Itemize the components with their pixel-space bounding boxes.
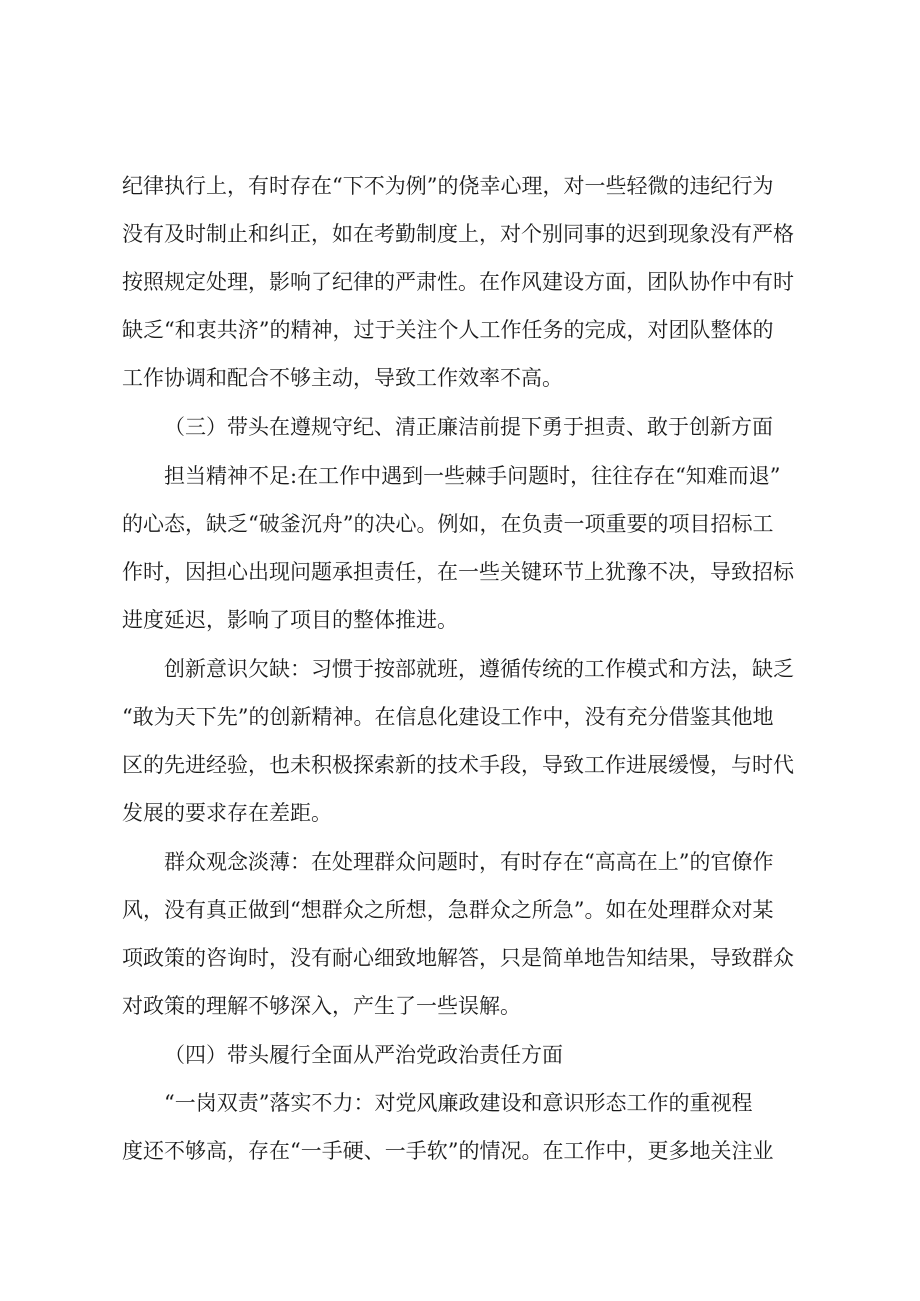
text-line: “一岗双责”落实不力：对党风廉政建设和意识形态工作的重视程 [164, 1091, 753, 1115]
text-line: 创新意识欠缺：习惯于按部就班，遵循传统的工作模式和方法，缺乏 [164, 657, 794, 681]
text-line: 对政策的理解不够深入，产生了一些误解。 [122, 994, 521, 1018]
text-line: 的心态，缺乏“破釜沉舟”的决心。例如，在负责一项重要的项目招标工 [122, 512, 774, 536]
section-heading: （三）带头在遵规守纪、清正廉洁前提下勇于担责、敢于创新方面 [164, 415, 773, 439]
text-line: 进度延迟，影响了项目的整体推进。 [122, 608, 458, 632]
text-line: 担当精神不足:在工作中遇到一些棘手问题时，往往存在“知难而退” [164, 464, 781, 488]
text-line: 没有及时制止和纠正，如在考勤制度上，对个别同事的迟到现象没有严格 [122, 222, 794, 246]
text-line: 纪律执行上，有时存在“下不为例”的侥幸心理，对一些轻微的违纪行为 [122, 174, 774, 198]
text-line: 群众观念淡薄：在处理群众问题时，有时存在“高高在上”的官僚作 [164, 850, 774, 874]
text-line: 按照规定处理，影响了纪律的严肃性。在作风建设方面，团队协作中有时 [122, 270, 794, 294]
text-line: 项政策的咨询时，没有耐心细致地解答，只是简单地告知结果，导致群众 [122, 946, 794, 970]
text-line: 作时，因担心出现问题承担责任，在一些关键环节上犹豫不决，导致招标 [122, 560, 794, 584]
text-line: “敢为天下先”的创新精神。在信息化建设工作中，没有充分借鉴其他地 [122, 705, 774, 729]
text-line: 度还不够高，存在“一手硬、一手软”的情况。在工作中，更多地关注业 [122, 1139, 774, 1163]
section-heading: （四）带头履行全面从严治党政治责任方面 [164, 1043, 563, 1067]
text-line: 发展的要求存在差距。 [122, 801, 332, 825]
text-line: 工作协调和配合不够主动，导致工作效率不高。 [122, 366, 563, 390]
text-line: 风，没有真正做到“想群众之所想，急群众之所急”。如在处理群众对某 [122, 898, 774, 922]
text-line: 区的先进经验，也未积极探索新的技术手段，导致工作进展缓慢，与时代 [122, 753, 794, 777]
text-line: 缺乏“和衷共济”的精神，过于关注个人工作任务的完成，对团队整体的 [122, 318, 774, 342]
